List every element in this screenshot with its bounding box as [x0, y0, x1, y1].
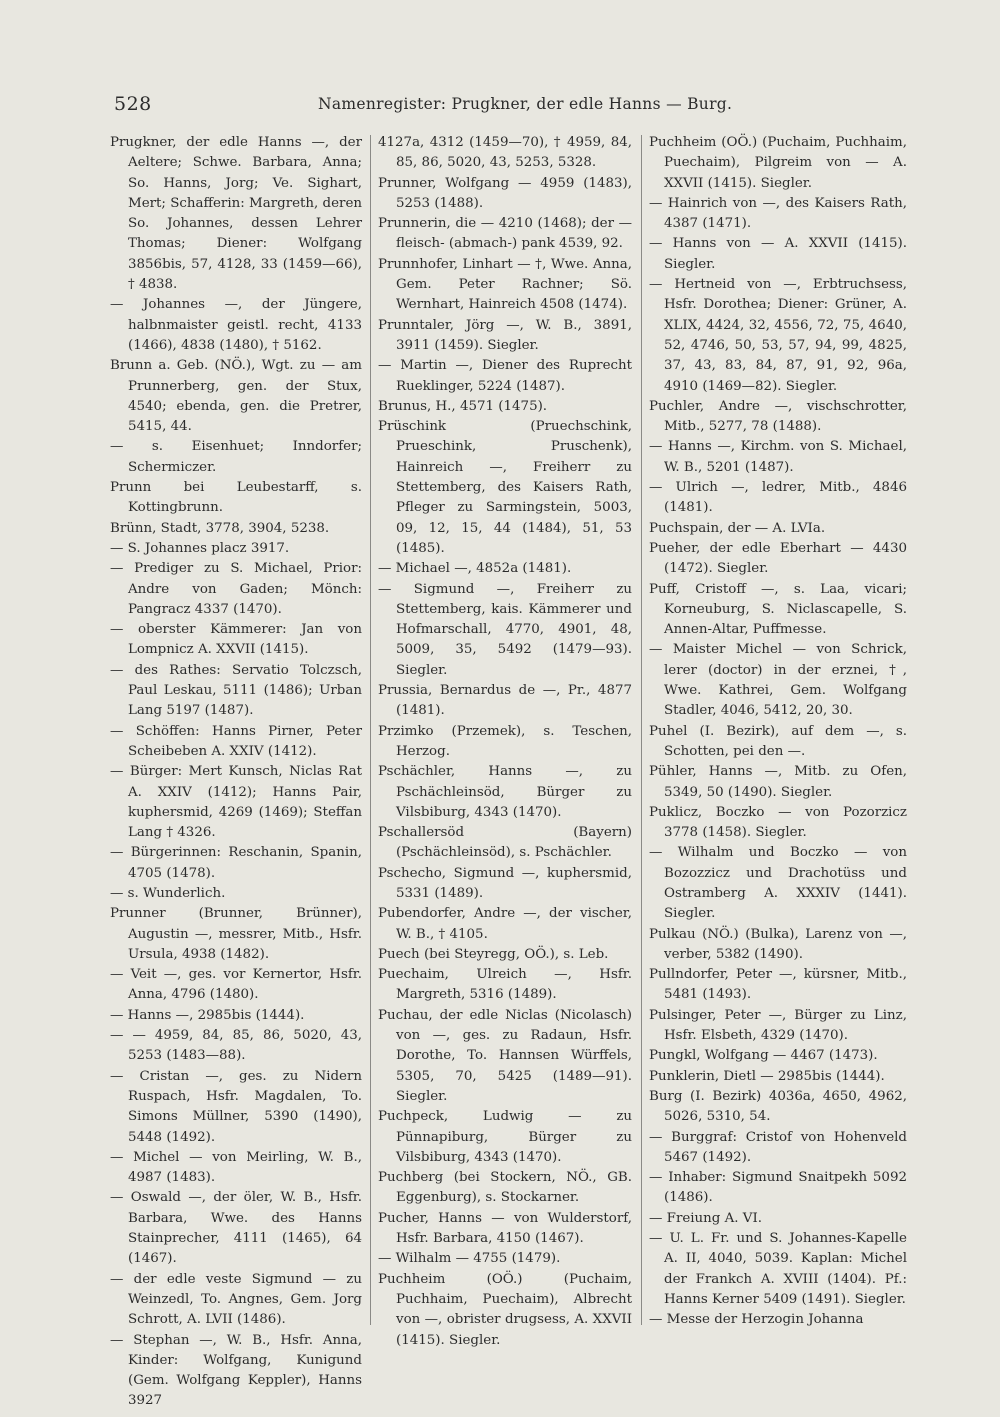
- index-entry: — Freiung A. VI.: [649, 1210, 763, 1226]
- index-entry: — Oswald —, der öler, W. B., Hsfr. Barbara, Wwe. des Hanns Stainprecher, 4111 (1465), 64 (1467).: [110, 1190, 362, 1267]
- index-entry: Puchau, der edle Niclas (Nicolasch) von —, ges. zu Radaun, Hsfr. Dorothe, To. Hannsen Würffels, 5305, 70, 5425 (1489—91). Siegler.: [378, 1007, 632, 1104]
- index-entry: Brünn, Stadt, 3778, 3904, 5238.: [110, 520, 330, 536]
- index-entry: Puchpeck, Ludwig — zu Pünnapiburg, Bürger zu Vilsbiburg, 4343 (1470).: [378, 1109, 632, 1165]
- page-number: 528: [114, 93, 152, 115]
- index-column-2: [378, 133, 632, 1351]
- running-head: Namenregister: Prugkner, der edle Hanns — Burg.: [318, 95, 733, 113]
- index-entry: Pühler, Hanns —, Mitb. zu Ofen, 5349, 50 (1490). Siegler.: [649, 764, 907, 800]
- index-entry: Prussia, Bernardus de —, Pr., 4877 (1481).: [378, 683, 632, 719]
- index-entry: — S. Johannes placz 3917.: [110, 540, 290, 556]
- index-entry: Prunnerin, die — 4210 (1468); der — fleisch- (abmach-) pank 4539, 92.: [378, 216, 632, 252]
- index-entry: Pschächler, Hanns —, zu Pschächleinsöd, Bürger zu Vilsbiburg, 4343 (1470).: [378, 764, 632, 820]
- column-rule: [641, 135, 642, 1325]
- index-entry: Prunntaler, Jörg —, W. B., 3891, 3911 (1459). Siegler.: [378, 317, 632, 353]
- index-entry: — des Rathes: Servatio Tolczsch, Paul Leskau, 5111 (1486); Urban Lang 5197 (1487).: [110, 662, 362, 719]
- index-entry: Puech (bei Steyregg, OÖ.), s. Leb.: [378, 946, 609, 962]
- index-entry: Pulkau (NÖ.) (Bulka), Larenz von —, verber, 5382 (1490).: [649, 926, 907, 962]
- index-entry: — der edle veste Sigmund — zu Weinzedl, To. Angnes, Gem. Jorg Schrott, A. LVII (1486).: [110, 1271, 362, 1328]
- index-entry: Prunner, Wolfgang — 4959 (1483), 5253 (1488).: [378, 175, 632, 211]
- index-entry: Punklerin, Dietl — 2985bis (1444).: [649, 1068, 885, 1084]
- index-entry: — U. L. Fr. und S. Johannes-Kapelle A. II, 4040, 5039. Kaplan: Michel der Frankch A. XVIII (1404). Pf.: Hanns Kerner 5409 (1491). Siegler.: [649, 1231, 907, 1307]
- index-entry: — Schöffen: Hanns Pirner, Peter Scheibeben A. XXIV (1412).: [110, 723, 362, 759]
- index-entry: — Maister Michel — von Schrick, lerer (doctor) in der erznei, †, Wwe. Kathrei, Gem. Wolfgang Stadler, 4046, 5412, 20, 30.: [649, 642, 907, 719]
- index-entry: Puff, Cristoff —, s. Laa, vicari; Korneuburg, S. Niclascapelle, S. Annen-Altar, Puffmesse.: [649, 581, 907, 638]
- index-entry: Przimko (Przemek), s. Teschen, Herzog.: [378, 723, 632, 759]
- index-entry: Pueher, der edle Eberhart — 4430 (1472). Siegler.: [649, 540, 907, 577]
- index-entry: — Hanns von — A. XXVII (1415). Siegler.: [649, 236, 907, 272]
- index-entry: Prunn bei Leubestarff, s. Kottingbrunn.: [110, 480, 362, 516]
- index-entry: — Messe der Herzogin Johanna: [649, 1312, 864, 1328]
- index-entry: Puchheim (OÖ.) (Puchaim, Puchhaim, Puechaim), Albrecht von —, obrister drugsess, A. XXVII (1415). Siegler.: [378, 1271, 632, 1348]
- index-entry: — Cristan —, ges. zu Nidern Ruspach, Hsfr. Magdalen, To. Simons Müllner, 5390 (1490), 5448 (1492).: [110, 1068, 362, 1145]
- index-entry: — Wilhalm — 4755 (1479).: [378, 1251, 561, 1267]
- index-entry: Pulsinger, Peter —, Bürger zu Linz, Hsfr. Elsbeth, 4329 (1470).: [649, 1007, 907, 1044]
- index-entry: Prugkner, der edle Hanns —, der Aeltere; Schwe. Barbara, Anna; So. Hanns, Jorg; Ve. Sighart, Mert; Schafferin: Margreth, deren So. Johannes, dessen Lehrer Thomas; Diener: Wolfgang 3856bis, 57, 4128, 33 (1459—66), † 4838.: [110, 135, 362, 293]
- index-entry: Pschallersöd (Bayern) (Pschächleinsöd), s. Pschächler.: [378, 825, 632, 861]
- index-entry: — Hanns —, 2985bis (1444).: [110, 1007, 305, 1023]
- index-entry: Burg (I. Bezirk) 4036a, 4650, 4962, 5026, 5310, 54.: [649, 1088, 907, 1125]
- index-entry: Pucher, Hanns — von Wulderstorf, Hsfr. Barbara, 4150 (1467).: [378, 1210, 632, 1247]
- index-entry: — Bürger: Mert Kunsch, Niclas Rat A. XXIV (1412); Hanns Pair, kuphersmid, 4269 (1469); Steffan Lang † 4326.: [110, 764, 362, 841]
- index-entry: — Stephan —, W. B., Hsfr. Anna, Kinder: Wolfgang, Kunigund (Gem. Wolfgang Keppler), Hanns 3927: [110, 1332, 362, 1409]
- index-entry: Brunn a. Geb. (NÖ.), Wgt. zu — am Prunnerberg, gen. der Stux, 4540; ebenda, gen. die Pretrer, 5415, 44.: [110, 358, 362, 435]
- index-entry: — s. Eisenhuet; Inndorfer; Schermiczer.: [110, 439, 362, 475]
- index-entry: — Michel — von Meirling, W. B., 4987 (1483).: [110, 1149, 362, 1186]
- index-entry: — Michael —, 4852a (1481).: [378, 561, 572, 577]
- index-entry: Puechaim, Ulreich —, Hsfr. Margreth, 5316 (1489).: [378, 967, 632, 1003]
- index-entry: Puchler, Andre —, vischschrotter, Mitb., 5277, 78 (1488).: [649, 398, 907, 435]
- column-rule: [370, 135, 371, 1325]
- index-entry: — Veit —, ges. vor Kernertor, Hsfr. Anna, 4796 (1480).: [110, 967, 362, 1003]
- index-entry: — s. Wunderlich.: [110, 885, 226, 901]
- index-entry: Prüschink (Pruechschink, Prueschink, Pruschenk), Hainreich —, Freiherr zu Stettemberg, des Kaisers Rath, Pfleger zu Sarmingstein, 5003, 09, 12, 15, 44 (1484), 51, 53 (1485).: [378, 419, 632, 556]
- index-entry: Prunnhofer, Linhart — †, Wwe. Anna, Gem. Peter Rachner; Sö. Wernhart, Hainreich 4508 (1474).: [378, 256, 632, 313]
- index-entry: — — 4959, 84, 85, 86, 5020, 43, 5253 (1483—88).: [110, 1028, 362, 1064]
- index-entry: 4127a, 4312 (1459—70), † 4959, 84, 85, 86, 5020, 43, 5253, 5328.: [378, 135, 632, 171]
- index-entry: Puklicz, Boczko — von Pozorzicz 3778 (1458). Siegler.: [649, 804, 907, 841]
- index-entry: Prunner (Brunner, Brünner), Augustin —, messrer, Mitb., Hsfr. Ursula, 4938 (1482).: [110, 906, 362, 962]
- index-entry: — Wilhalm und Boczko — von Bozozzicz und Drachotüss und Ostramberg A. XXXIV (1441). Siegler.: [649, 845, 907, 922]
- index-entry: Pullndorfer, Peter —, kürsner, Mitb., 5481 (1493).: [649, 967, 907, 1003]
- index-entry: — Bürgerinnen: Reschanin, Spanin, 4705 (1478).: [110, 845, 362, 881]
- index-entry: — Hanns —, Kirchm. von S. Michael, W. B., 5201 (1487).: [649, 439, 907, 475]
- index-column-1: [110, 133, 362, 1412]
- index-entry: Puchberg (bei Stockern, NÖ., GB. Eggenburg), s. Stockarner.: [378, 1170, 632, 1206]
- index-entry: Pungkl, Wolfgang — 4467 (1473).: [649, 1048, 878, 1064]
- index-entry: Puchheim (OÖ.) (Puchaim, Puchhaim, Puechaim), Pilgreim von — A. XXVII (1415). Siegler.: [649, 135, 907, 191]
- index-column-3: [649, 133, 907, 1331]
- index-entry: Pschecho, Sigmund —, kuphersmid, 5331 (1489).: [378, 865, 632, 901]
- index-entry: Brunus, H., 4571 (1475).: [378, 398, 548, 414]
- index-entry: Puchspain, der — A. LVIa.: [649, 520, 826, 536]
- index-entry: — Sigmund —, Freiherr zu Stettemberg, kais. Kämmerer und Hofmarschall, 4770, 4901, 48, 5009, 35, 5492 (1479—93). Siegler.: [378, 581, 632, 678]
- index-entry: Puhel (I. Bezirk), auf dem —, s. Schotten, pei den —.: [649, 723, 907, 759]
- index-entry: — Ulrich —, ledrer, Mitb., 4846 (1481).: [649, 480, 907, 516]
- index-entry: — Johannes —, der Jüngere, halbnmaister geistl. recht, 4133 (1466), 4838 (1480), † 5162.: [110, 297, 362, 353]
- index-entry: — Inhaber: Sigmund Snaitpekh 5092 (1486).: [649, 1170, 907, 1206]
- index-entry: — oberster Kämmerer: Jan von Lompnicz A. XXVII (1415).: [110, 622, 362, 658]
- index-entry: — Burggraf: Cristof von Hohenveld 5467 (1492).: [649, 1129, 907, 1165]
- index-entry: — Prediger zu S. Michael, Prior: Andre von Gaden; Mönch: Pangracz 4337 (1470).: [110, 561, 362, 617]
- index-entry: — Martin —, Diener des Ruprecht Rueklinger, 5224 (1487).: [378, 358, 632, 394]
- index-entry: Pubendorfer, Andre —, der vischer, W. B., † 4105.: [378, 906, 632, 942]
- index-entry: — Hertneid von —, Erbtruchsess, Hsfr. Dorothea; Diener: Grüner, A. XLIX, 4424, 32, 4556, 72, 75, 4640, 52, 4746, 50, 53, 57, 94, 99, 4825, 37, 43, 83, 84, 87, 91, 92, 96a, 4910 (1469—82). Siegler.: [649, 277, 907, 394]
- index-entry: — Hainrich von —, des Kaisers Rath, 4387 (1471).: [649, 195, 907, 232]
